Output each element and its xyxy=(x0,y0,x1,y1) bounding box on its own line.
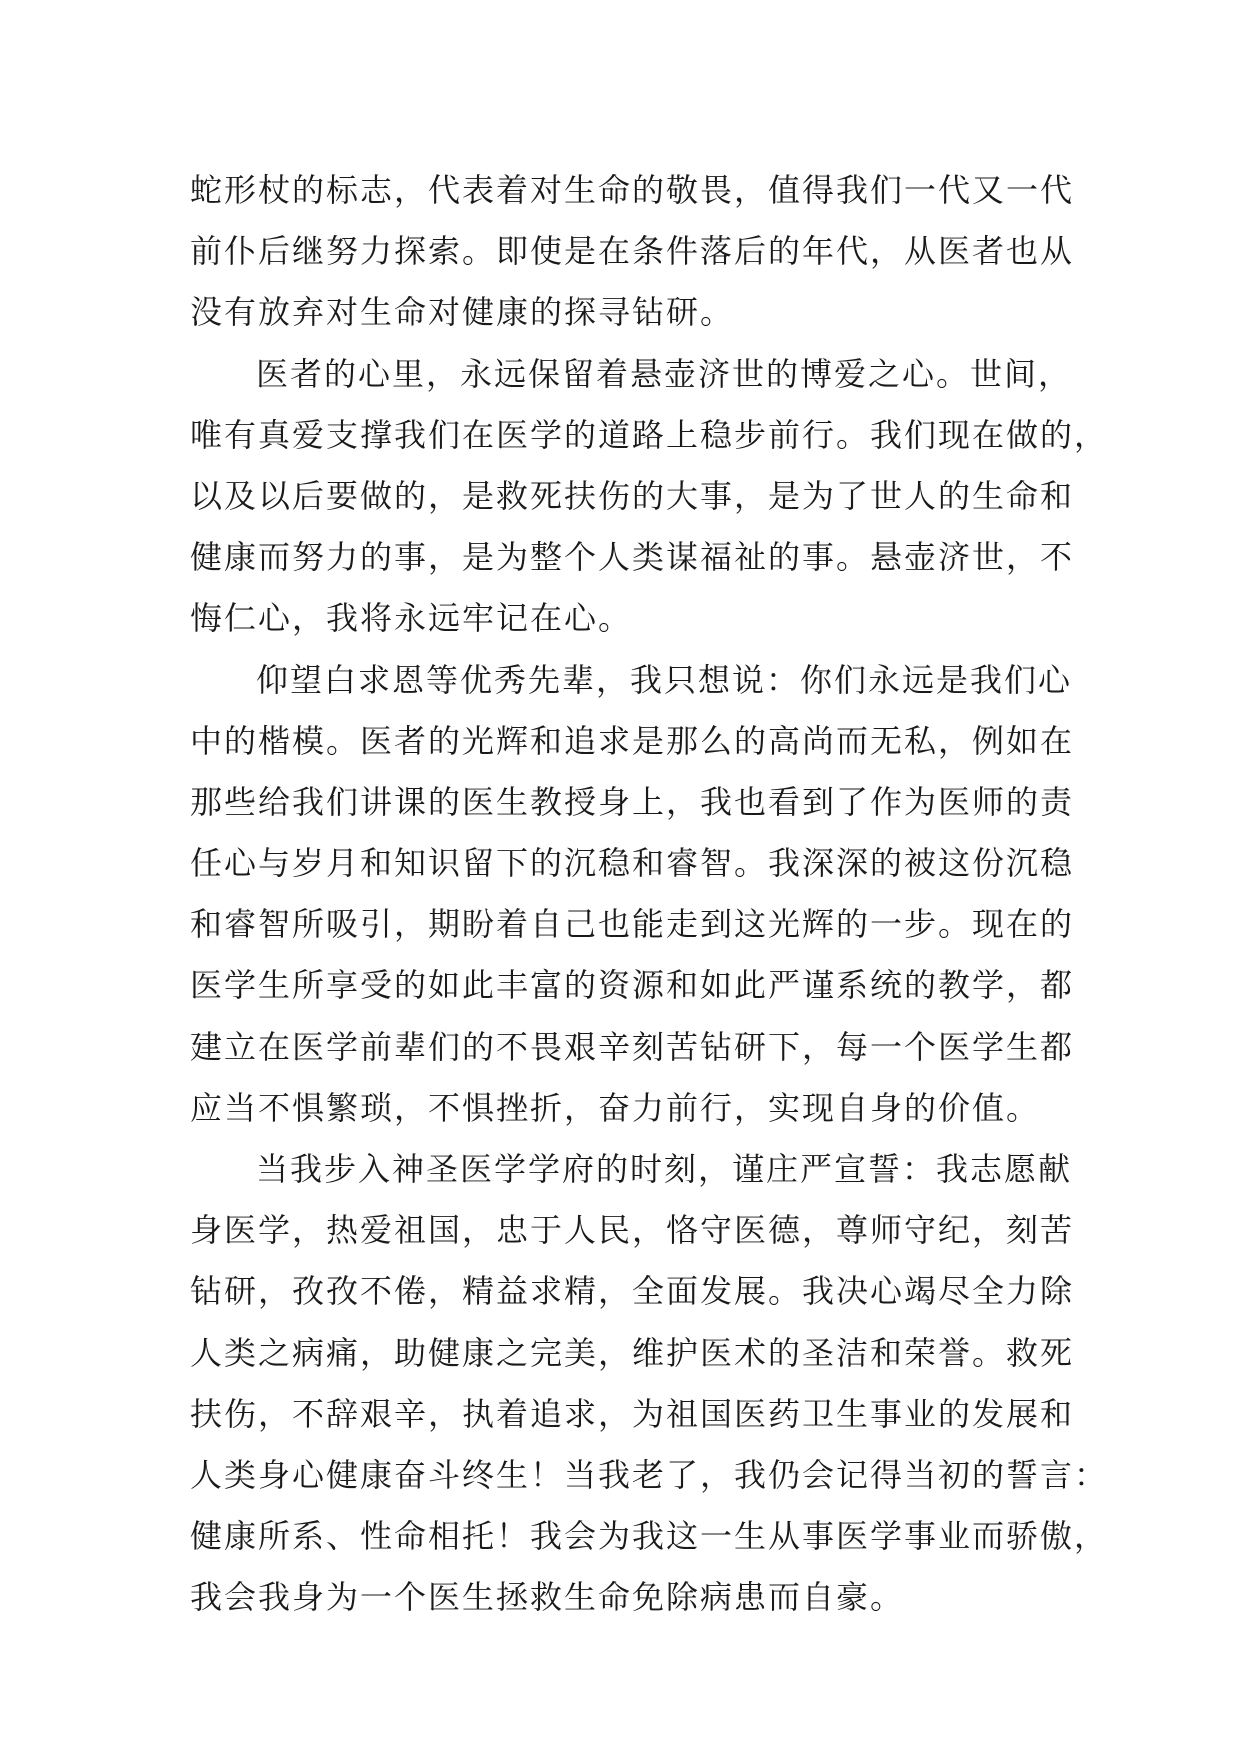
text-line: 健康而努力的事，是为整个人类谋福祉的事。悬壶济世，不 xyxy=(190,538,1075,577)
body-text xyxy=(190,160,1109,1629)
text-line: 人类身心健康奋斗终生！当我老了，我仍会记得当初的誓言： xyxy=(190,1455,1109,1494)
text-line: 身医学，热爱祖国，忠于人民，恪守医德，尊师守纪，刻苦 xyxy=(190,1211,1075,1250)
text-line: 蛇形杖的标志，代表着对生命的敬畏，值得我们一代又一代 xyxy=(190,171,1075,209)
text-line: 没有放弃对生命对健康的探寻钻研。 xyxy=(190,293,735,332)
text-line: 健康所系、性命相托！我会为我这一生从事医学事业而骄傲， xyxy=(190,1517,1109,1556)
text-line: 钻研，孜孜不倦，精益求精，全面发展。我决心竭尽全力除 xyxy=(190,1272,1075,1311)
text-line: 唯有真爱支撑我们在医学的道路上稳步前行。我们现在做的， xyxy=(190,415,1109,454)
text-line: 仰望白求恩等优秀先辈，我只想说：你们永远是我们心 xyxy=(256,660,1073,699)
text-line: 当我步入神圣医学学府的时刻，谨庄严宣誓：我志愿献 xyxy=(256,1150,1073,1188)
text-line: 建立在医学前辈们的不畏艰辛刻苦钻研下，每一个医学生都 xyxy=(190,1027,1075,1066)
text-line: 前仆后继努力探索。即使是在条件落后的年代，从医者也从 xyxy=(190,232,1075,271)
text-line: 任心与岁月和知识留下的沉稳和睿智。我深深的被这份沉稳 xyxy=(190,844,1075,883)
text-line: 那些给我们讲课的医生教授身上，我也看到了作为医师的责 xyxy=(190,782,1075,821)
text-line: 扶伤，不辞艰辛，执着追求，为祖国医药卫生事业的发展和 xyxy=(190,1394,1075,1433)
text-line: 悔仁心，我将永远牢记在心。 xyxy=(190,599,633,638)
text-line: 和睿智所吸引，期盼着自己也能走到这光辉的一步。现在的 xyxy=(190,905,1075,944)
text-line: 应当不惧繁琐，不惧挫折，奋力前行，实现自身的价值。 xyxy=(190,1088,1041,1127)
text-line: 医者的心里，永远保留着悬壶济世的博爱之心。世间， xyxy=(256,354,1073,393)
text-line: 以及以后要做的，是救死扶伤的大事，是为了世人的生命和 xyxy=(190,476,1075,515)
text-line: 中的楷模。医者的光辉和追求是那么的高尚而无私，例如在 xyxy=(190,721,1075,760)
text-line: 我会我身为一个医生拯救生命免除病患而自豪。 xyxy=(190,1578,905,1617)
text-line: 人类之病痛，助健康之完美，维护医术的圣洁和荣誉。救死 xyxy=(190,1333,1075,1372)
text-line: 医学生所享受的如此丰富的资源和如此严谨系统的教学，都 xyxy=(190,966,1075,1005)
